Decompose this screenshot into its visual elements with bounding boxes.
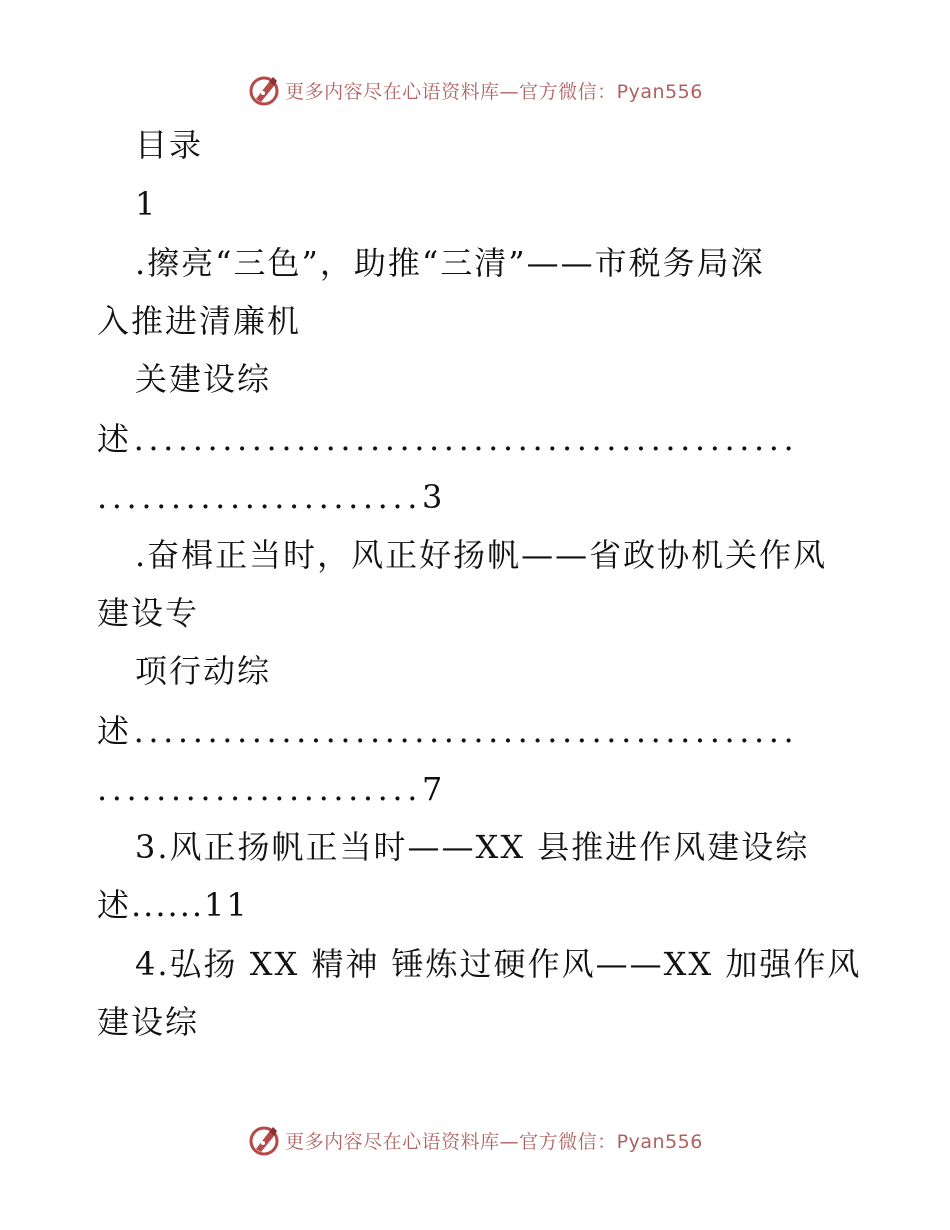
toc-line: 4.弘扬 XX 精神 锤炼过硬作风——XX 加强作风 [135, 945, 862, 983]
toc-line: 项行动综 [135, 652, 272, 690]
toc-dot-leader: 述............................................. [97, 420, 799, 458]
pen-nib-logo-icon [247, 73, 281, 107]
watermark-text: 更多内容尽在心语资料库—官方微信：Pyan556 [285, 80, 703, 103]
toc-dot-leader-page: ......................7 [97, 770, 447, 808]
toc-dot-leader-page: ......................3 [97, 478, 447, 516]
toc-line: 1 [135, 185, 158, 223]
toc-line: 3.风正扬帆正当时——XX 县推进作风建设综 [135, 828, 810, 866]
header-watermark [0, 72, 950, 108]
footer-watermark [0, 1122, 950, 1158]
watermark-text: 更多内容尽在心语资料库—官方微信：Pyan556 [285, 1130, 703, 1153]
toc-line: .擦亮“三色”，助推“三清”——市税务局深 [135, 244, 765, 282]
toc-heading: 目录 [135, 126, 204, 164]
toc-dot-leader: 述............................................. [97, 712, 799, 750]
toc-line-with-page: 述......11 [97, 886, 249, 924]
toc-line: 建设专 [97, 594, 200, 632]
toc-line: 建设综 [97, 1003, 200, 1041]
toc-line: 入推进清廉机 [97, 302, 302, 340]
toc-line: 关建设综 [135, 360, 272, 398]
toc-line: .奋楫正当时，风正好扬帆——省政协机关作风 [135, 536, 828, 574]
pen-nib-logo-icon [247, 1123, 281, 1157]
